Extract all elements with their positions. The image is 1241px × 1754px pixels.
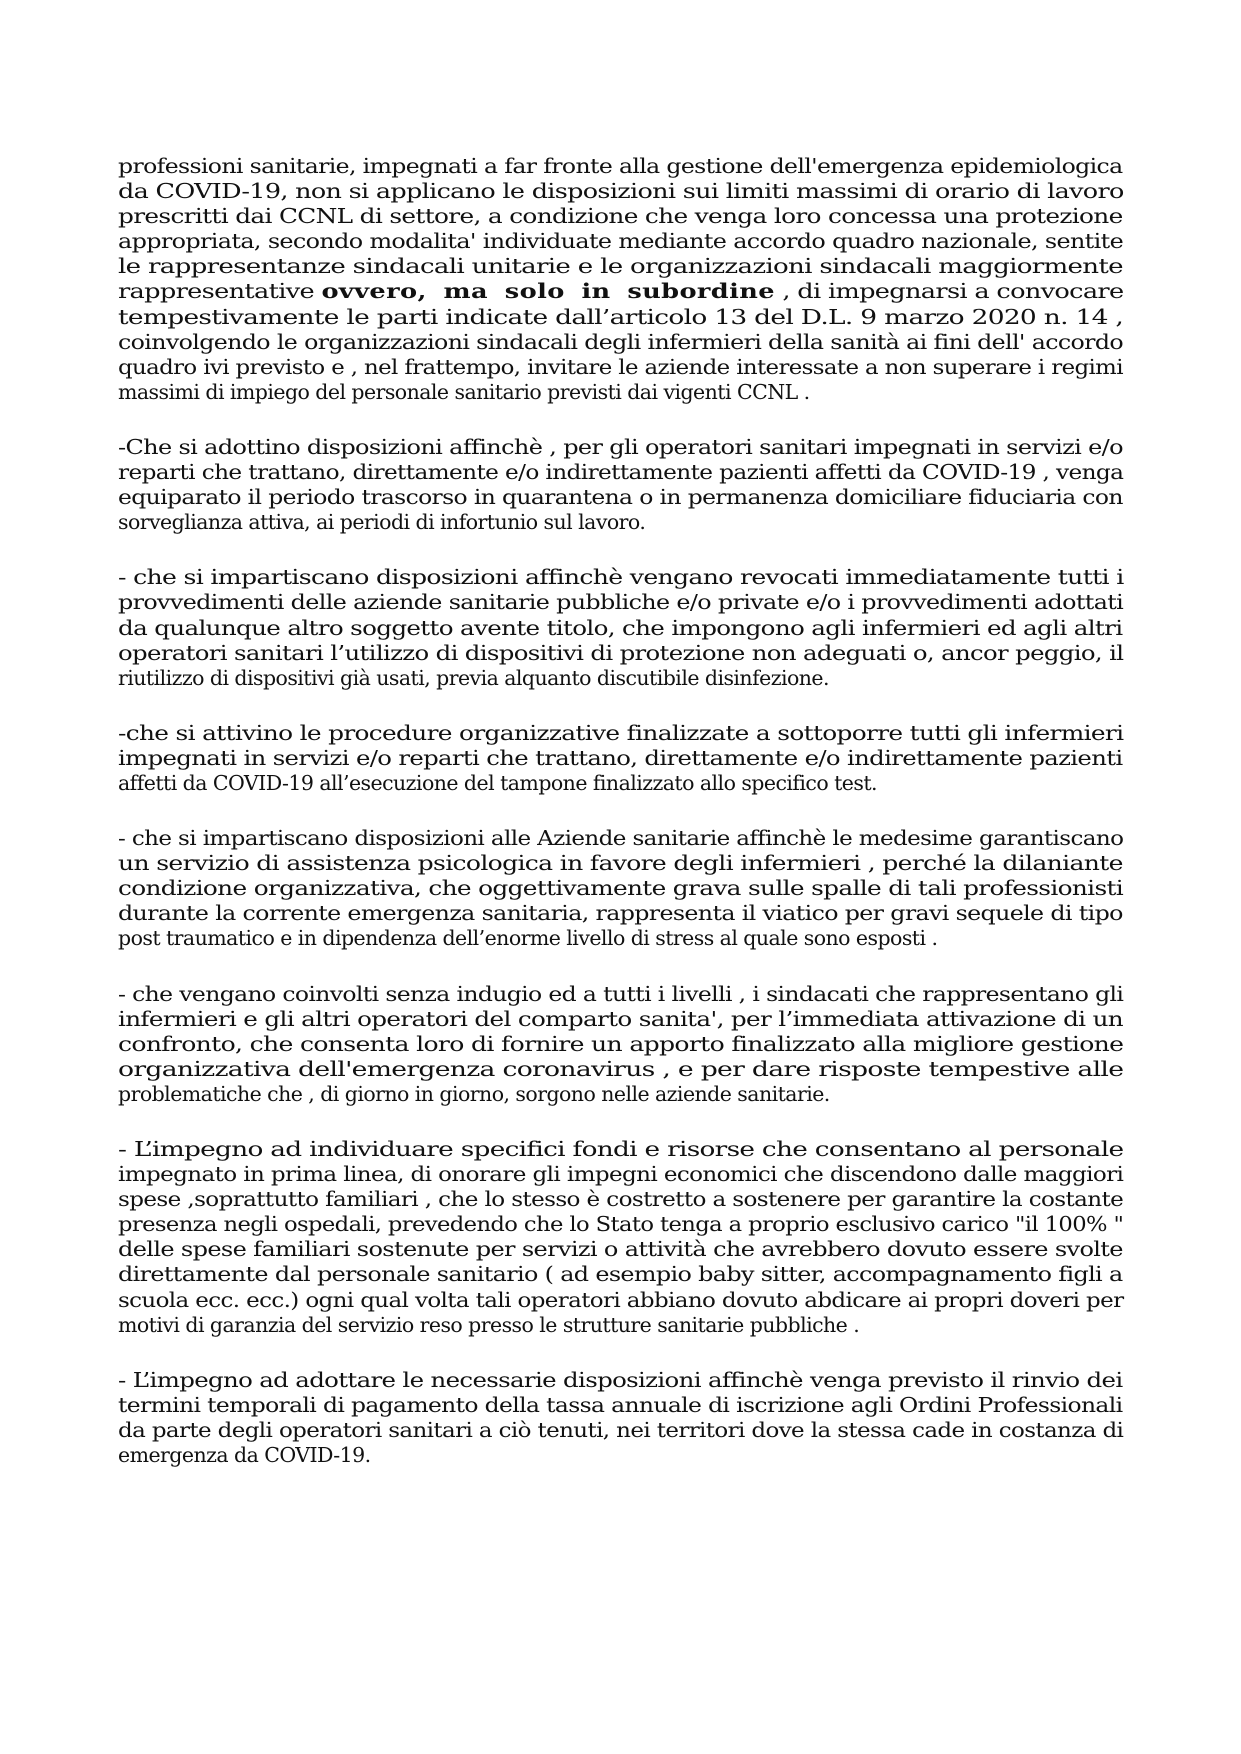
text-line: impegnato in prima linea, di onorare gli impegni economici che discendono dalle maggiori — [118, 1162, 1124, 1187]
text-line: impegnati in servizi e/o reparti che trattano, direttamente e/o indirettamente pazienti — [118, 745, 1123, 770]
paragraph-coinvolgimento-sindacati — [118, 982, 1123, 1107]
text-line: prescritti dai CCNL di settore, a condizione che venga loro concessa una protezione — [118, 204, 1123, 229]
text-line: organizzativa dell'emergenza coronavirus , e per dare risposte tempestive alle — [118, 1056, 1124, 1081]
text-line: motivi di garanzia del servizio reso presso le strutture sanitarie pubbliche . — [118, 1312, 860, 1337]
text-line: da parte degli operatori sanitari a ciò tenuti, nei territori dove la stessa cade in costanza di — [118, 1417, 1124, 1442]
text-line: operatori sanitari l’utilizzo di dispositivi di protezione non adeguati o, ancor peggio, il — [118, 640, 1124, 665]
text-line: termini temporali di pagamento della tassa annuale di iscrizione agli Ordini Professionali — [118, 1392, 1123, 1417]
paragraph-dispositivi-protezione — [118, 565, 1123, 690]
paragraph-fondi-risorse — [118, 1137, 1123, 1338]
text-line: emergenza da COVID-19. — [118, 1443, 371, 1468]
document-page — [118, 154, 1123, 1498]
text-line: scuola ecc. ecc.) ogni qual volta tali operatori abbiano dovuto abdicare ai propri doveri per — [118, 1287, 1124, 1312]
text-line: provvedimenti delle aziende sanitarie pubbliche e/o private e/o i provvedimenti adottati — [118, 590, 1124, 615]
text-line: professioni sanitarie, impegnati a far fronte alla gestione dell'emergenza epidemiologica — [118, 154, 1123, 178]
text-line: massimi di impiego del personale sanitario previsti dai vigenti CCNL . — [118, 379, 810, 404]
text-line: equiparato il periodo trascorso in quarantena o in permanenza domiciliare fiduciaria con — [118, 485, 1123, 510]
text-line: tempestivamente le parti indicate dall’articolo 13 del D.L. 9 marzo 2020 n. 14 , — [118, 304, 1124, 329]
paragraph-limiti-orario — [118, 154, 1123, 405]
text-line: presenza negli ospedali, prevedendo che lo Stato tenga a proprio esclusivo carico "il 100% " — [118, 1212, 1124, 1237]
text-line: -Che si adottino disposizioni affinchè , per gli operatori sanitari impegnati in servizi e/o — [118, 434, 1123, 459]
text-line: delle spese familiari sostenute per servizi o attività che avrebbero dovuto essere svolte — [118, 1237, 1123, 1262]
text-line: direttamente dal personale sanitario ( ad esempio baby sitter, accompagnamento figli a — [118, 1262, 1123, 1287]
paragraph-tampone — [118, 721, 1123, 796]
bold-emphasis: ovvero, ma solo in subordine — [321, 279, 775, 304]
text-line: condizione organizzativa, che oggettivamente grava sulle spalle di tali professionisti — [118, 876, 1124, 901]
text-line: appropriata, secondo modalita' individuate mediante accordo quadro nazionale, sentite — [118, 229, 1124, 254]
text-line: quadro ivi previsto e , nel frattempo, invitare le aziende interessate a non superare i regimi — [118, 354, 1123, 379]
text-line: da qualunque altro soggetto avente titolo, che impongono agli infermieri ed agli altri — [118, 615, 1123, 640]
text-line: spese ,soprattutto familiari , che lo stesso è costretto a sostenere per garantire la costante — [118, 1187, 1124, 1212]
text-line: reparti che trattano, direttamente e/o indirettamente pazienti affetti da COVID-19 , venga — [118, 460, 1124, 485]
text-line: da COVID-19, non si applicano le disposizioni sui limiti massimi di orario di lavoro — [118, 179, 1124, 204]
text-line: - che vengano coinvolti senza indugio ed a tutti i livelli , i sindacati che rappresentano gli — [118, 981, 1124, 1006]
text-line: confronto, che consenta loro di fornire un apporto finalizzato alla migliore gestione — [118, 1031, 1124, 1056]
text-line: le rappresentanze sindacali unitarie e le organizzazioni sindacali maggiormente — [118, 254, 1123, 279]
text-line: - L’impegno ad adottare le necessarie disposizioni affinchè venga previsto il rinvio dei — [118, 1367, 1123, 1392]
text-fragment: , di impegnarsi a convocare — [774, 279, 1124, 304]
paragraph-assistenza-psicologica — [118, 826, 1123, 951]
text-line: coinvolgendo le organizzazioni sindacali degli infermieri della sanità ai fini dell' accordo — [118, 329, 1123, 354]
text-line: - L’impegno ad individuare specifici fondi e risorse che consentano al personale — [118, 1137, 1124, 1161]
text-line: -che si attivino le procedure organizzative finalizzate a sottoporre tutti gli infermieri — [118, 720, 1124, 745]
paragraph-quarantena-infortunio — [118, 435, 1123, 535]
text-line: problematiche che , di giorno in giorno, sorgono nelle aziende sanitarie. — [118, 1081, 830, 1106]
text-line: - che si impartiscano disposizioni affinchè vengano revocati immediatamente tutti i — [118, 565, 1124, 590]
text-line: post traumatico e in dipendenza dell’enorme livello di stress al quale sono esposti . — [118, 926, 938, 951]
text-line: infermieri e gli altri operatori del comparto sanita', per l’immediata attivazione di un — [118, 1006, 1123, 1031]
text-line: riutilizzo di dispositivi già usati, previa alquanto discutibile disinfezione. — [118, 665, 829, 690]
text-line-with-emphasis — [118, 279, 1123, 304]
paragraph-rinvio-tassa — [118, 1368, 1123, 1468]
text-line: durante la corrente emergenza sanitaria, rappresenta il viatico per gravi sequele di tipo — [118, 901, 1123, 926]
text-line: un servizio di assistenza psicologica in favore degli infermieri , perché la dilaniante — [118, 851, 1123, 876]
text-line: affetti da COVID-19 all’esecuzione del tampone finalizzato allo specifico test. — [118, 770, 878, 795]
text-line: - che si impartiscano disposizioni alle Aziende sanitarie affinchè le medesime garantiscano — [118, 826, 1124, 851]
text-fragment: rappresentative — [118, 279, 322, 304]
text-line: sorveglianza attiva, ai periodi di infortunio sul lavoro. — [118, 510, 646, 535]
